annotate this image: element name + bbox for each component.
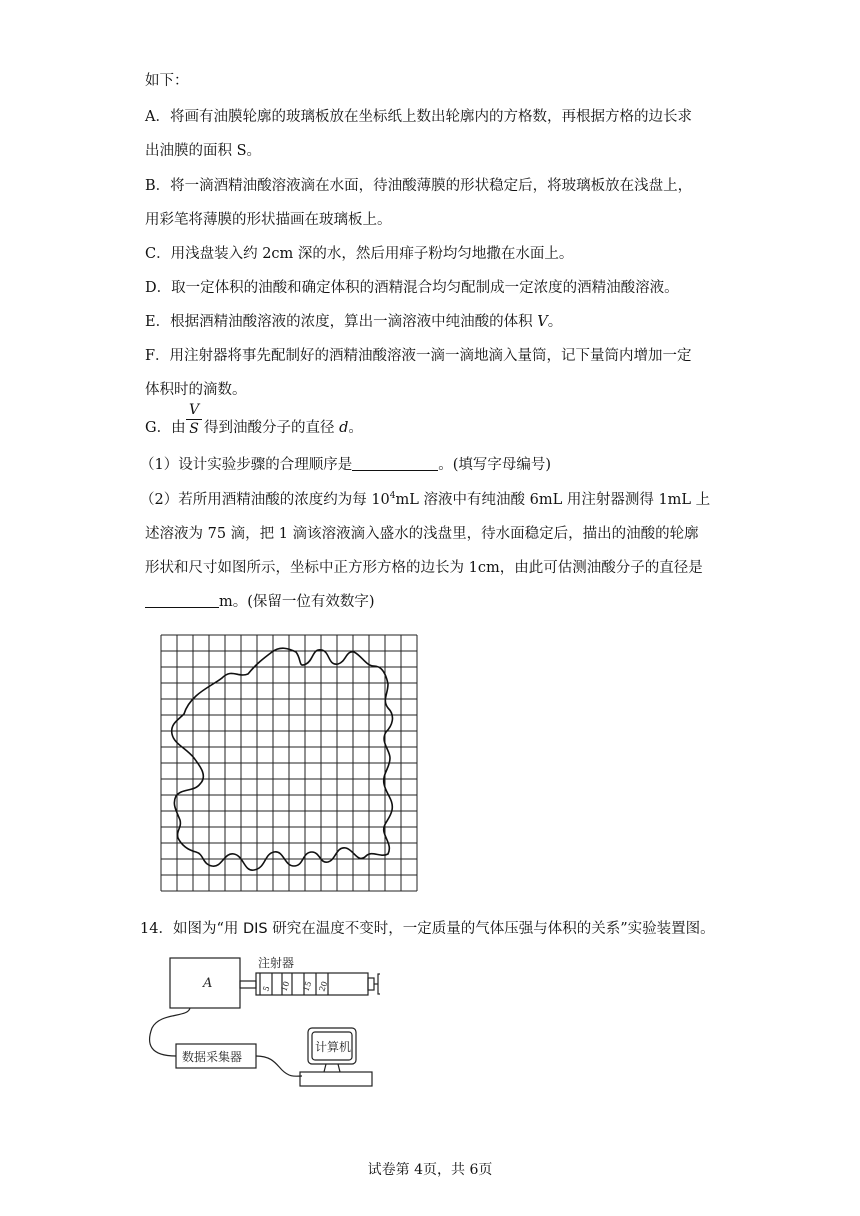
syringe-scale-15: 15: [301, 980, 314, 993]
step-e-text: E．根据酒精油酸溶液的浓度，算出一滴溶液中纯油酸的体积: [145, 314, 538, 330]
syringe: [256, 973, 380, 995]
q2-line2: 述溶液为 75 滴，把 1 滴该溶液滴入盛水的浅盘里，待水面稳定后，描出的油酸的轮廓: [145, 526, 699, 542]
syringe-scale-5: 5: [261, 984, 272, 993]
oil-film-grid-figure: [160, 634, 418, 894]
step-b-line1: B．将一滴酒精油酸溶液滴在水面，待油酸薄膜的形状稳定后，将玻璃板放在浅盘上，: [145, 178, 693, 194]
q2-line4-post: m。(保留一位有效数字): [219, 594, 375, 610]
grid-lines: [161, 635, 417, 891]
question-14: [140, 919, 715, 939]
sensor-cable: [150, 1008, 190, 1056]
q2-line3: 形状和尺寸如图所示，坐标中正方形方格的边长为 1cm，由此可估测油酸分子的直径是: [145, 560, 703, 576]
step-a-line1: A．将画有油膜轮廓的玻璃板放在坐标纸上数出轮廓内的方格数，再根据方格的边长求: [145, 109, 692, 125]
computer-label: 计算机: [315, 1040, 352, 1054]
question-1: [140, 455, 551, 475]
step-g-end: 。: [348, 420, 363, 436]
step-b-line2: 用彩笔将薄膜的形状描画在玻璃板上。: [145, 212, 392, 228]
step-f-line2: 体积时的滴数。: [145, 382, 247, 398]
step-d: D．取一定体积的油酸和确定体积的酒精混合均匀配制成一定浓度的酒精油酸溶液。: [145, 280, 679, 296]
computer-cable: [256, 1056, 302, 1076]
q2-line1-b: mL 溶液中有纯油酸 6mL 用注射器测得 1mL 上: [395, 492, 711, 508]
q1-pre: （1）设计实验步骤的合理顺序是: [140, 457, 353, 473]
step-g-post: [204, 418, 363, 438]
q2-line1-a: （2）若所用酒精油酸的浓度约为每 10: [140, 492, 390, 508]
q2-line1: [140, 490, 710, 510]
q2-line4: [145, 592, 375, 612]
fraction-v-over-s: [186, 402, 202, 437]
data-collector-label: 数据采集器: [182, 1050, 243, 1064]
fraction-denominator: S: [189, 421, 199, 437]
step-c: C．用浅盘装入约 2cm 深的水，然后用痱子粉均匀地撒在水面上。: [145, 246, 574, 262]
syringe-scale-20: 20: [317, 980, 330, 993]
step-g-var: d: [339, 420, 349, 436]
fraction-bar: [186, 419, 202, 420]
intro-text: 如下：: [145, 73, 189, 89]
q14-text-b: 研究在温度不变时，一定质量的气体压强与体积的关系”实验装置图。: [267, 921, 715, 937]
sensor-box-label: A: [203, 976, 213, 991]
q14-number: 14．: [140, 921, 173, 937]
fraction-numerator: V: [188, 402, 200, 418]
page-footer: 试卷第 4页，共 6页: [367, 1162, 493, 1178]
connector-tube: [240, 981, 256, 988]
q2-answer-blank[interactable]: [145, 593, 219, 608]
step-f-line1: F．用注射器将事先配制好的酒精油酸溶液一滴一滴地滴入量筒，记下量筒内增加一定: [145, 348, 692, 364]
oil-film-outline: [172, 648, 393, 870]
step-e-end: 。: [547, 314, 563, 330]
step-g-pre: G．由: [145, 420, 186, 436]
q2-exponent: 4: [389, 491, 396, 501]
computer: [300, 1028, 372, 1086]
q1-post: 。(填写字母编号): [438, 457, 552, 473]
q1-answer-blank[interactable]: [352, 456, 438, 471]
q14-dis: DIS: [242, 921, 268, 937]
step-e: [145, 312, 562, 332]
syringe-scale-10: 10: [279, 980, 292, 993]
syringe-label: 注射器: [258, 956, 295, 970]
step-e-var: V: [537, 314, 548, 330]
dis-apparatus-diagram: [140, 948, 380, 1096]
q14-text-a: 如图为“用: [172, 921, 243, 937]
step-g-text: 得到油酸分子的直径: [204, 420, 340, 436]
step-a-line2: 出油膜的面积 S。: [145, 143, 262, 159]
